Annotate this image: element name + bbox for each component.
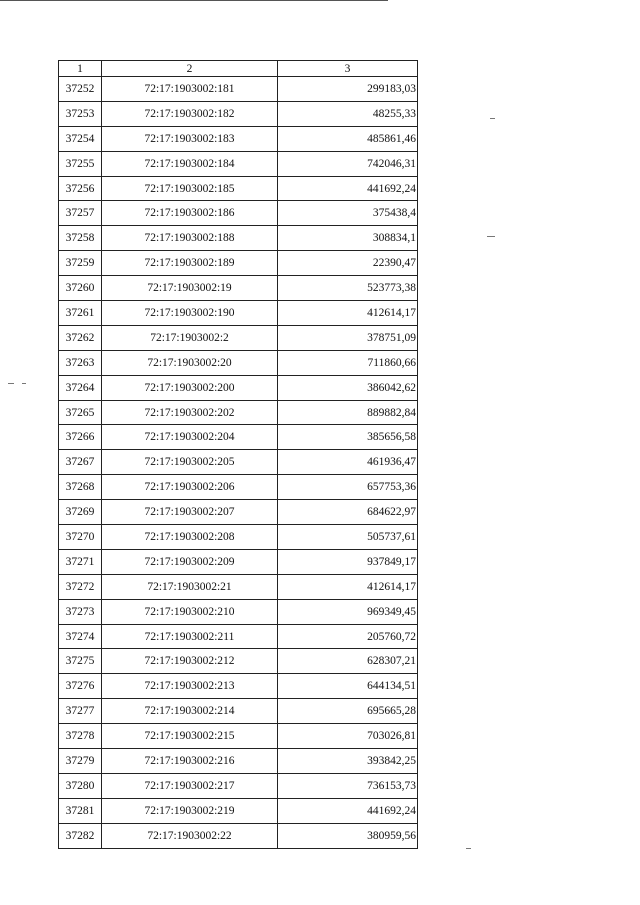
cadastral-value: 684622,97 xyxy=(278,500,418,525)
table-row xyxy=(59,599,418,624)
cadastral-value: 393842,25 xyxy=(278,749,418,774)
cadastral-value: 523773,38 xyxy=(278,276,418,301)
cadastral-value: 937849,17 xyxy=(278,549,418,574)
cadastral-value: 969349,45 xyxy=(278,599,418,624)
row-number: 37280 xyxy=(59,773,102,798)
row-number: 37253 xyxy=(59,101,102,126)
row-number: 37261 xyxy=(59,301,102,326)
table-row xyxy=(59,500,418,525)
cadastral-value-table xyxy=(58,60,418,849)
row-number: 37262 xyxy=(59,325,102,350)
scan-speck xyxy=(8,383,14,384)
row-number: 37257 xyxy=(59,201,102,226)
table-row xyxy=(59,251,418,276)
header-col-3: 3 xyxy=(278,61,418,77)
cadastral-number: 72:17:1903002:207 xyxy=(102,500,278,525)
row-number: 37259 xyxy=(59,251,102,276)
cadastral-value: 485861,46 xyxy=(278,126,418,151)
cadastral-value: 375438,4 xyxy=(278,201,418,226)
row-number: 37269 xyxy=(59,500,102,525)
table-row xyxy=(59,450,418,475)
row-number: 37277 xyxy=(59,699,102,724)
cadastral-number: 72:17:1903002:217 xyxy=(102,773,278,798)
cadastral-number: 72:17:1903002:206 xyxy=(102,475,278,500)
cadastral-value: 412614,17 xyxy=(278,301,418,326)
cadastral-number: 72:17:1903002:2 xyxy=(102,325,278,350)
table-row xyxy=(59,301,418,326)
cadastral-number: 72:17:1903002:188 xyxy=(102,226,278,251)
cadastral-value: 695665,28 xyxy=(278,699,418,724)
cadastral-number: 72:17:1903002:216 xyxy=(102,749,278,774)
table-row xyxy=(59,375,418,400)
cadastral-number: 72:17:1903002:22 xyxy=(102,823,278,848)
table-row xyxy=(59,126,418,151)
cadastral-number: 72:17:1903002:202 xyxy=(102,400,278,425)
table-row xyxy=(59,773,418,798)
cadastral-value: 380959,56 xyxy=(278,823,418,848)
table-row xyxy=(59,425,418,450)
cadastral-number: 72:17:1903002:208 xyxy=(102,525,278,550)
cadastral-number: 72:17:1903002:19 xyxy=(102,276,278,301)
row-number: 37264 xyxy=(59,375,102,400)
table-row xyxy=(59,176,418,201)
table-row xyxy=(59,525,418,550)
row-number: 37258 xyxy=(59,226,102,251)
cadastral-number: 72:17:1903002:205 xyxy=(102,450,278,475)
scan-speck xyxy=(490,118,495,119)
row-number: 37270 xyxy=(59,525,102,550)
cadastral-value: 299183,03 xyxy=(278,77,418,102)
table-row xyxy=(59,475,418,500)
table-row xyxy=(59,574,418,599)
cadastral-value: 461936,47 xyxy=(278,450,418,475)
row-number: 37275 xyxy=(59,649,102,674)
row-number: 37255 xyxy=(59,151,102,176)
table-row xyxy=(59,798,418,823)
row-number: 37274 xyxy=(59,624,102,649)
cadastral-number: 72:17:1903002:212 xyxy=(102,649,278,674)
row-number: 37254 xyxy=(59,126,102,151)
table-row xyxy=(59,724,418,749)
table-row xyxy=(59,400,418,425)
cadastral-value: 703026,81 xyxy=(278,724,418,749)
cadastral-value: 505737,61 xyxy=(278,525,418,550)
table-row xyxy=(59,549,418,574)
table-row xyxy=(59,226,418,251)
cadastral-number: 72:17:1903002:183 xyxy=(102,126,278,151)
cadastral-number: 72:17:1903002:219 xyxy=(102,798,278,823)
cadastral-number: 72:17:1903002:181 xyxy=(102,77,278,102)
cadastral-number: 72:17:1903002:182 xyxy=(102,101,278,126)
table-row xyxy=(59,350,418,375)
table-row xyxy=(59,101,418,126)
scan-speck xyxy=(22,383,26,384)
table-row xyxy=(59,276,418,301)
row-number: 37276 xyxy=(59,674,102,699)
scan-speck xyxy=(487,236,495,237)
cadastral-number: 72:17:1903002:185 xyxy=(102,176,278,201)
row-number: 37265 xyxy=(59,400,102,425)
table-row xyxy=(59,151,418,176)
cadastral-number: 72:17:1903002:200 xyxy=(102,375,278,400)
table-row xyxy=(59,649,418,674)
table-row xyxy=(59,201,418,226)
cadastral-value: 441692,24 xyxy=(278,176,418,201)
scan-speck xyxy=(466,848,471,849)
row-number: 37278 xyxy=(59,724,102,749)
table-row xyxy=(59,624,418,649)
row-number: 37267 xyxy=(59,450,102,475)
cadastral-value: 441692,24 xyxy=(278,798,418,823)
cadastral-number: 72:17:1903002:210 xyxy=(102,599,278,624)
row-number: 37260 xyxy=(59,276,102,301)
table-row xyxy=(59,749,418,774)
cadastral-number: 72:17:1903002:215 xyxy=(102,724,278,749)
cadastral-value: 308834,1 xyxy=(278,226,418,251)
cadastral-number: 72:17:1903002:209 xyxy=(102,549,278,574)
row-number: 37268 xyxy=(59,475,102,500)
table-row xyxy=(59,823,418,848)
row-number: 37271 xyxy=(59,549,102,574)
row-number: 37279 xyxy=(59,749,102,774)
table-row xyxy=(59,699,418,724)
cadastral-value: 736153,73 xyxy=(278,773,418,798)
cadastral-value: 889882,84 xyxy=(278,400,418,425)
cadastral-value: 628307,21 xyxy=(278,649,418,674)
table-row xyxy=(59,77,418,102)
row-number: 37273 xyxy=(59,599,102,624)
row-number: 37256 xyxy=(59,176,102,201)
cadastral-value: 412614,17 xyxy=(278,574,418,599)
header-row xyxy=(59,61,418,77)
row-number: 37252 xyxy=(59,77,102,102)
cadastral-value: 378751,09 xyxy=(278,325,418,350)
header-col-2: 2 xyxy=(102,61,278,77)
cadastral-number: 72:17:1903002:190 xyxy=(102,301,278,326)
row-number: 37281 xyxy=(59,798,102,823)
cadastral-number: 72:17:1903002:21 xyxy=(102,574,278,599)
row-number: 37263 xyxy=(59,350,102,375)
cadastral-number: 72:17:1903002:186 xyxy=(102,201,278,226)
cadastral-number: 72:17:1903002:204 xyxy=(102,425,278,450)
cadastral-value: 711860,66 xyxy=(278,350,418,375)
row-number: 37282 xyxy=(59,823,102,848)
cadastral-number: 72:17:1903002:211 xyxy=(102,624,278,649)
cadastral-value: 385656,58 xyxy=(278,425,418,450)
table-row xyxy=(59,325,418,350)
header-col-1: 1 xyxy=(59,61,102,77)
cadastral-value: 657753,36 xyxy=(278,475,418,500)
cadastral-value: 386042,62 xyxy=(278,375,418,400)
cadastral-number: 72:17:1903002:213 xyxy=(102,674,278,699)
table-header xyxy=(59,61,418,77)
cadastral-number: 72:17:1903002:20 xyxy=(102,350,278,375)
cadastral-number: 72:17:1903002:184 xyxy=(102,151,278,176)
cadastral-value: 22390,47 xyxy=(278,251,418,276)
cadastral-value: 742046,31 xyxy=(278,151,418,176)
cadastral-value: 205760,72 xyxy=(278,624,418,649)
cadastral-value: 48255,33 xyxy=(278,101,418,126)
table-body xyxy=(59,77,418,849)
row-number: 37272 xyxy=(59,574,102,599)
row-number: 37266 xyxy=(59,425,102,450)
cadastral-number: 72:17:1903002:214 xyxy=(102,699,278,724)
table-row xyxy=(59,674,418,699)
cadastral-value: 644134,51 xyxy=(278,674,418,699)
cadastral-number: 72:17:1903002:189 xyxy=(102,251,278,276)
page-top-rule xyxy=(0,0,388,1)
